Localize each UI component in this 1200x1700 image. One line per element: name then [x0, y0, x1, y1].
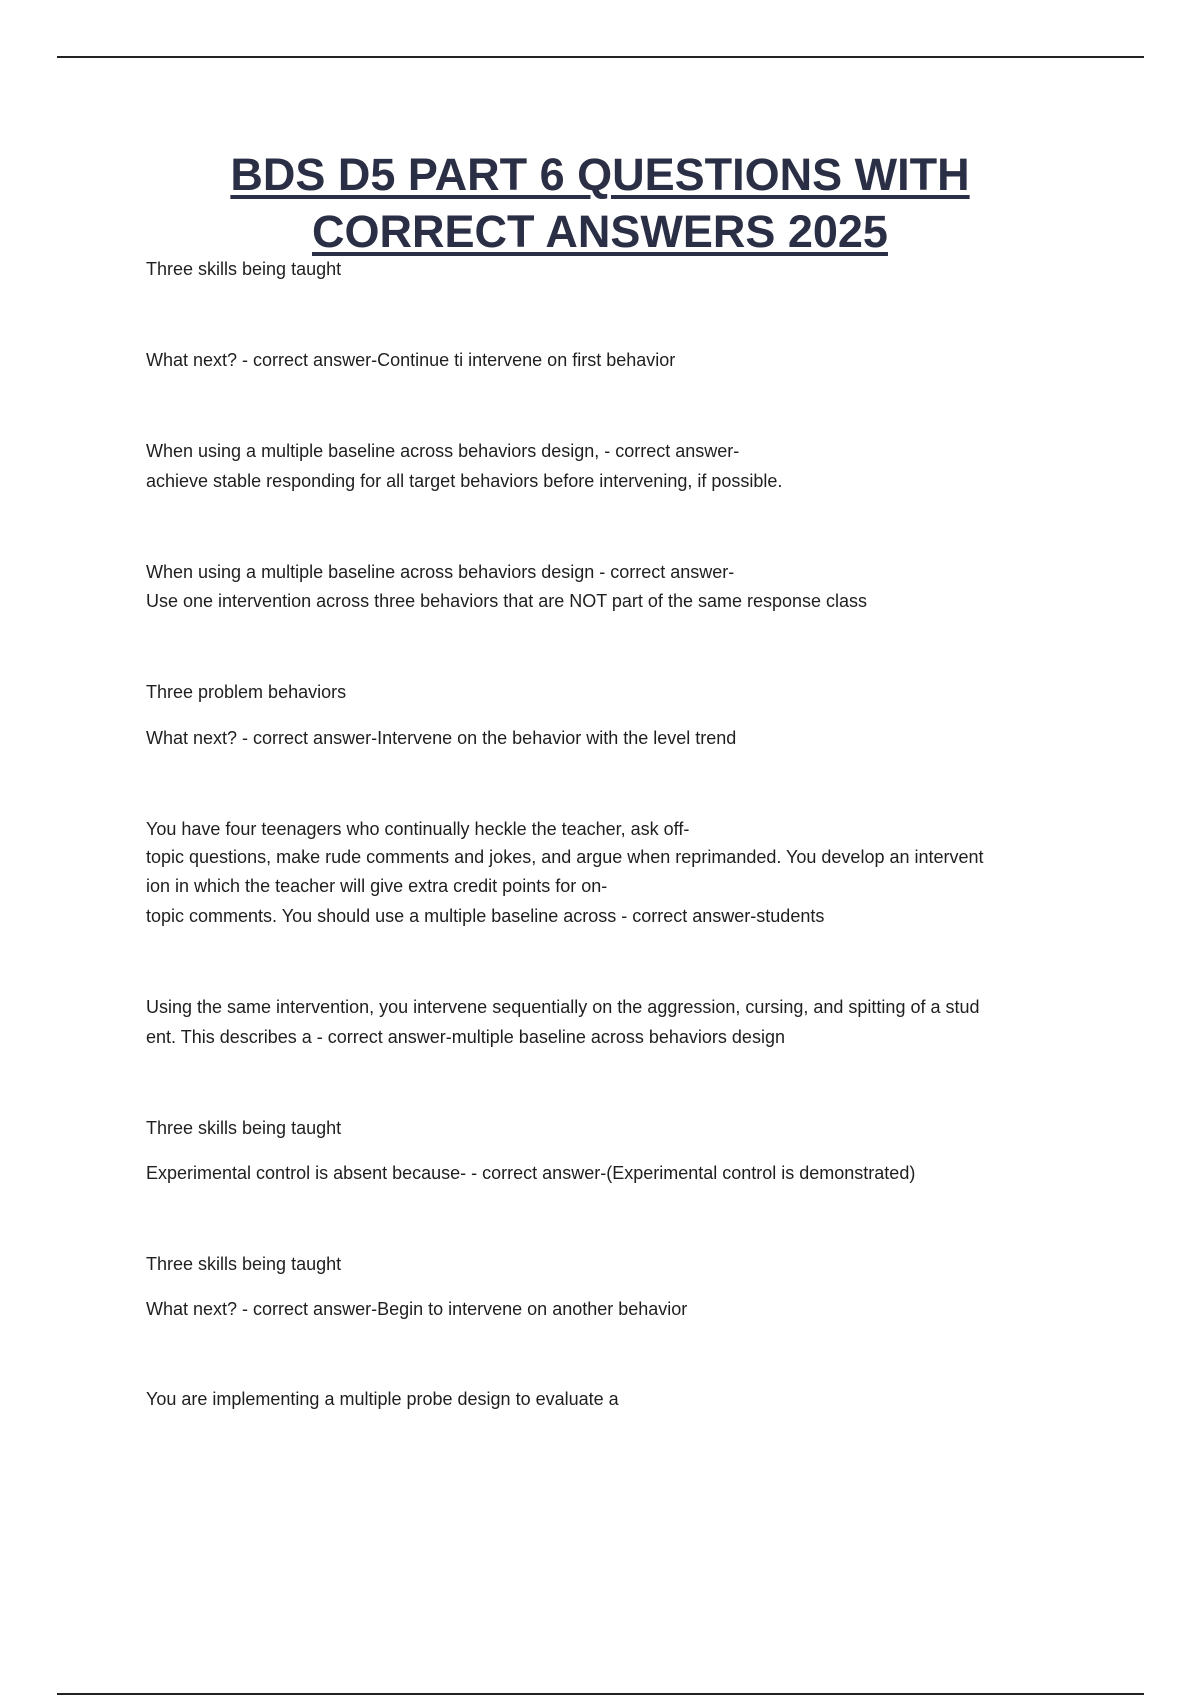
text-line: ion in which the teacher will give extra credit points for on- — [146, 876, 608, 896]
text-line: When using a multiple baseline across behaviors design, - correct answer- — [146, 441, 740, 461]
bottom-rule — [57, 1693, 1144, 1695]
text-line: achieve stable responding for all target behaviors before intervening, if possible. — [146, 471, 783, 491]
text-line: Using the same intervention, you intervene sequentially on the aggression, cursing, and spitting of a stud — [146, 997, 980, 1017]
text-line: topic comments. You should use a multiple baseline across - correct answer-students — [146, 906, 825, 926]
text-line: Three skills being taught — [146, 259, 342, 279]
text-line: What next? - correct answer-Continue ti intervene on first behavior — [146, 350, 676, 370]
text-line: You have four teenagers who continually heckle the teacher, ask off- — [146, 819, 690, 839]
text-line: ent. This describes a - correct answer-multiple baseline across behaviors design — [146, 1027, 785, 1047]
text-line: What next? - correct answer-Begin to intervene on another behavior — [146, 1299, 688, 1319]
text-line: Experimental control is absent because- - correct answer-(Experimental control is demonstrated) — [146, 1163, 916, 1183]
document-title — [120, 146, 1080, 260]
title-line-2: CORRECT ANSWERS 2025 — [312, 206, 888, 257]
text-line: You are implementing a multiple probe design to evaluate a — [146, 1389, 619, 1409]
title-line-1: BDS D5 PART 6 QUESTIONS WITH — [230, 149, 970, 200]
text-line: When using a multiple baseline across behaviors design - correct answer- — [146, 562, 735, 582]
text-line: topic questions, make rude comments and jokes, and argue when reprimanded. You develop an intervent — [146, 847, 984, 867]
text-line: Three problem behaviors — [146, 682, 347, 702]
text-line: Use one intervention across three behaviors that are NOT part of the same response class — [146, 591, 868, 611]
text-line: Three skills being taught — [146, 1254, 342, 1274]
text-line: What next? - correct answer-Intervene on the behavior with the level trend — [146, 728, 737, 748]
top-rule — [57, 56, 1144, 58]
text-line: Three skills being taught — [146, 1118, 342, 1138]
